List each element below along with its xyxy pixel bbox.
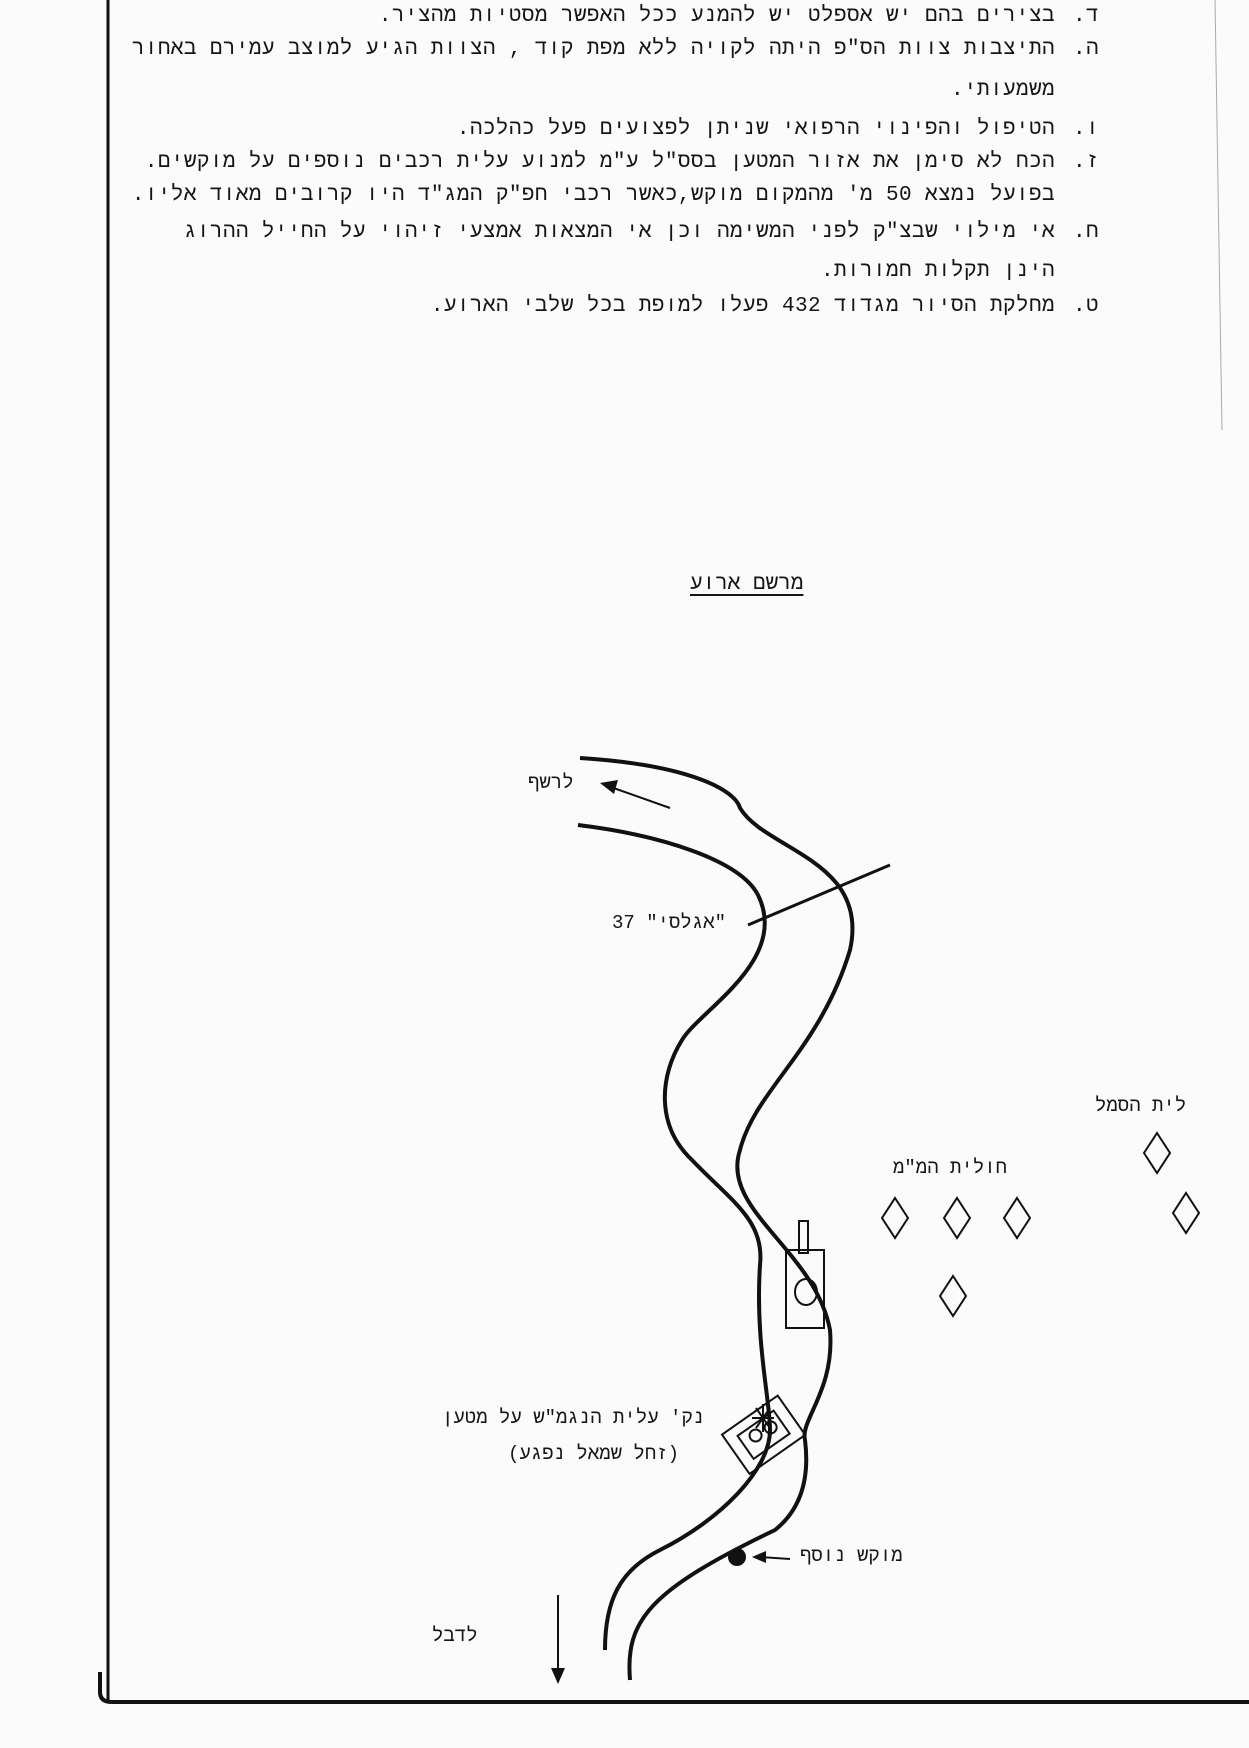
mine-icon bbox=[728, 1548, 746, 1566]
item-letter: ה. bbox=[1072, 38, 1099, 61]
arrowhead-mine bbox=[752, 1551, 766, 1563]
label-hulit-sml: לית הסמל bbox=[1095, 1095, 1187, 1117]
arrowhead-dvl bbox=[551, 1668, 565, 1684]
bottom-margin-line bbox=[100, 1672, 1249, 1702]
road-right-edge bbox=[580, 758, 853, 1680]
right-edge-line bbox=[1215, 0, 1222, 430]
item-line: התיצבות צוות הס"פ היתה לקויה ללא מפת קוד , הצוות הגיע למוצב עמירם באחור bbox=[131, 38, 1055, 61]
item-line: מחלקת הסיור מגדוד 432 פעלו למופת בכל שלבי הארוע. bbox=[430, 295, 1055, 318]
label-extra-mine: מוקש נוסף bbox=[800, 1545, 903, 1567]
road-left-edge bbox=[578, 825, 770, 1650]
road-right-edge bbox=[600, 758, 855, 930]
crossing-line bbox=[748, 865, 890, 925]
item-letter: ד. bbox=[1072, 5, 1099, 28]
arrowhead-reshef bbox=[600, 780, 618, 794]
label-eagles: "אגלסי" 37 bbox=[612, 912, 727, 934]
item-line: בפועל נמצא 50 מ' מהמקום מוקש,כאשר רכבי חפ"ק המג"ד היו קרובים מאוד אליו. bbox=[131, 184, 1055, 207]
item-letter: ו. bbox=[1072, 118, 1099, 141]
soldier-diamond-icon bbox=[882, 1198, 1030, 1316]
soldier-diamond-icon bbox=[1144, 1133, 1199, 1233]
item-line: אי מילוי שבצ"ק לפני המשימה וכן אי המצאות אמצעי זיהוי על החייל ההרוג bbox=[183, 221, 1055, 244]
item-line: משמעותי. bbox=[950, 79, 1055, 102]
label-impact-point: נק' עלית הנגמ"ש על מטען bbox=[442, 1407, 705, 1429]
item-line: הטיפול והפינוי הרפואי שניתן לפצועים פעל כהלכה. bbox=[456, 118, 1055, 141]
label-damaged-track: (זחל שמאל נפגע) bbox=[508, 1443, 680, 1465]
item-letter: ח. bbox=[1072, 221, 1099, 244]
item-line: הינן תקלות חמורות. bbox=[820, 260, 1055, 283]
label-to-reshef: לרשף bbox=[528, 772, 574, 794]
label-hulit-mm: חולית המ"מ bbox=[893, 1157, 1008, 1179]
item-line: הכח לא סימן את אזור המטען בסס"ל ע"מ למנוע עלית רכבים נוספים על מוקשים. bbox=[144, 151, 1055, 174]
item-letter: ז. bbox=[1072, 151, 1099, 174]
item-letter: ט. bbox=[1072, 295, 1099, 318]
label-to-dvl: לדבל bbox=[432, 1625, 478, 1647]
item-line: בצירים בהם יש אספלט יש להמנע ככל האפשר מסטיות מהציר. bbox=[378, 5, 1055, 28]
map-title: מרשם ארוע bbox=[690, 573, 804, 596]
